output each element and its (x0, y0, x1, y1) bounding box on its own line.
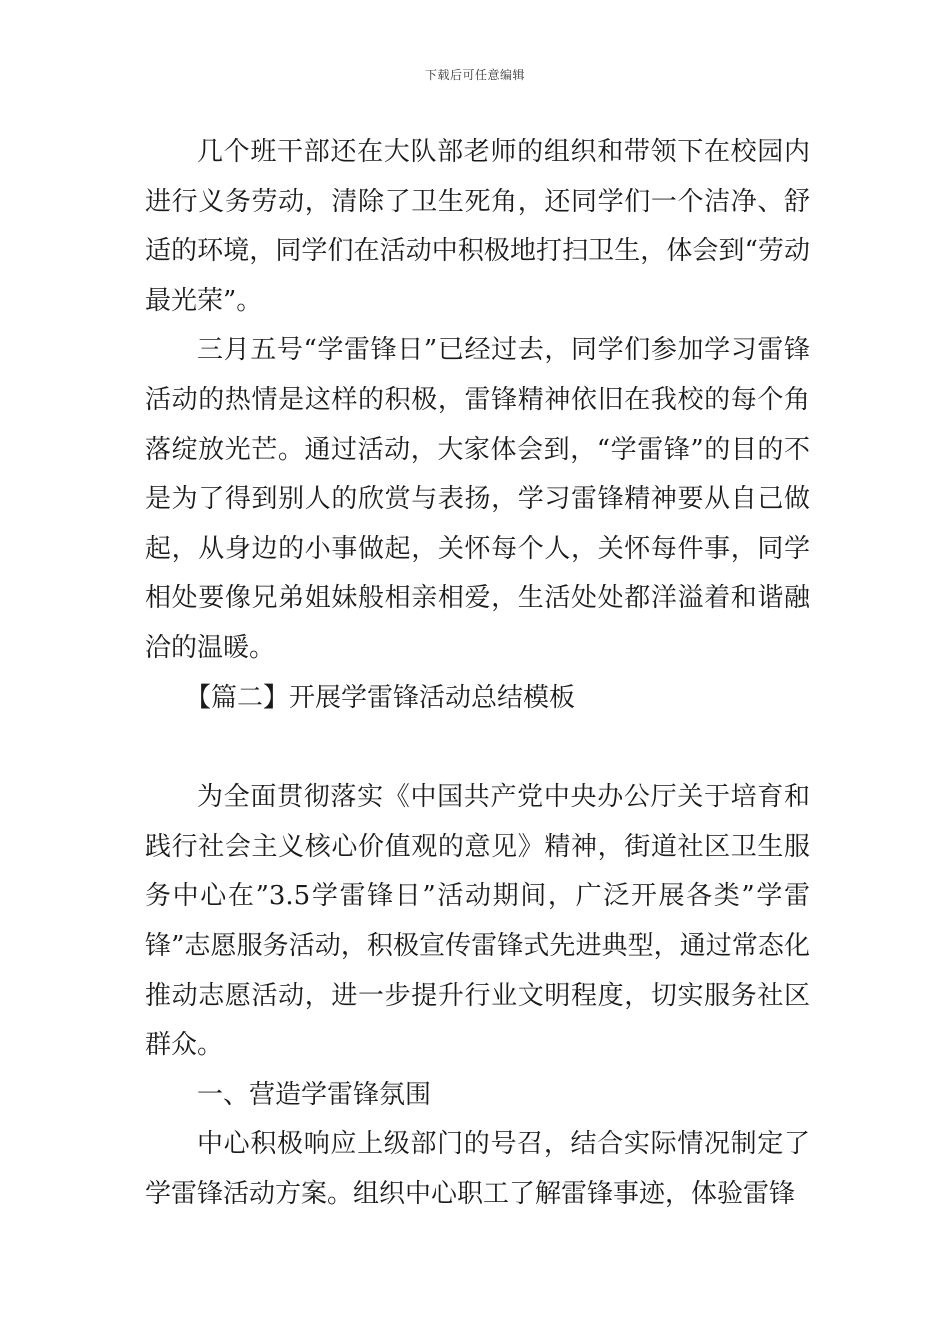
document-body (145, 128, 810, 1219)
body-paragraph: 三月五号“学雷锋日”已经过去，同学们参加学习雷锋活动的热情是这样的积极，雷锋精神依旧在我校的每个角落绽放光芒。通过活动，大家体会到，“学雷锋”的目的不是为了得到别人的欣赏与表扬，学习雷锋精神要从自己做起，从身边的小事做起，关怀每个人，关怀每件事，同学相处要像兄弟姐妹般相亲相爱，生活处处都洋溢着和谐融洽的温暖。 (145, 335, 810, 663)
body-paragraph: 为全面贯彻落实《中国共产党中央办公厅关于培育和践行社会主义核心价值观的意见》精神，街道社区卫生服务中心在”3.5学雷锋日”活动期间，广泛开展各类”学雷锋”志愿服务活动，积极宣传雷锋式先进典型，通过常态化推动志愿活动，进一步提升行业文明程度，切实服务社区群众。 (145, 782, 810, 1061)
section-title: 【篇二】开展学雷锋活动总结模板 (185, 682, 576, 713)
page-header-note: 下载后可任意编辑 (424, 68, 525, 82)
subheading: 一、营造学雷锋氛围 (197, 1079, 432, 1110)
blank-line (145, 723, 810, 773)
body-paragraph: 中心积极响应上级部门的号召，结合实际情况制定了学雷锋活动方案。组织中心职工了解雷锋事迹，体验雷锋 (145, 1129, 810, 1209)
body-paragraph: 几个班干部还在大队部老师的组织和带领下在校园内进行义务劳动，清除了卫生死角，还同学们一个洁净、舒适的环境，同学们在活动中积极地打扫卫生，体会到“劳动最光荣”。 (145, 137, 810, 316)
